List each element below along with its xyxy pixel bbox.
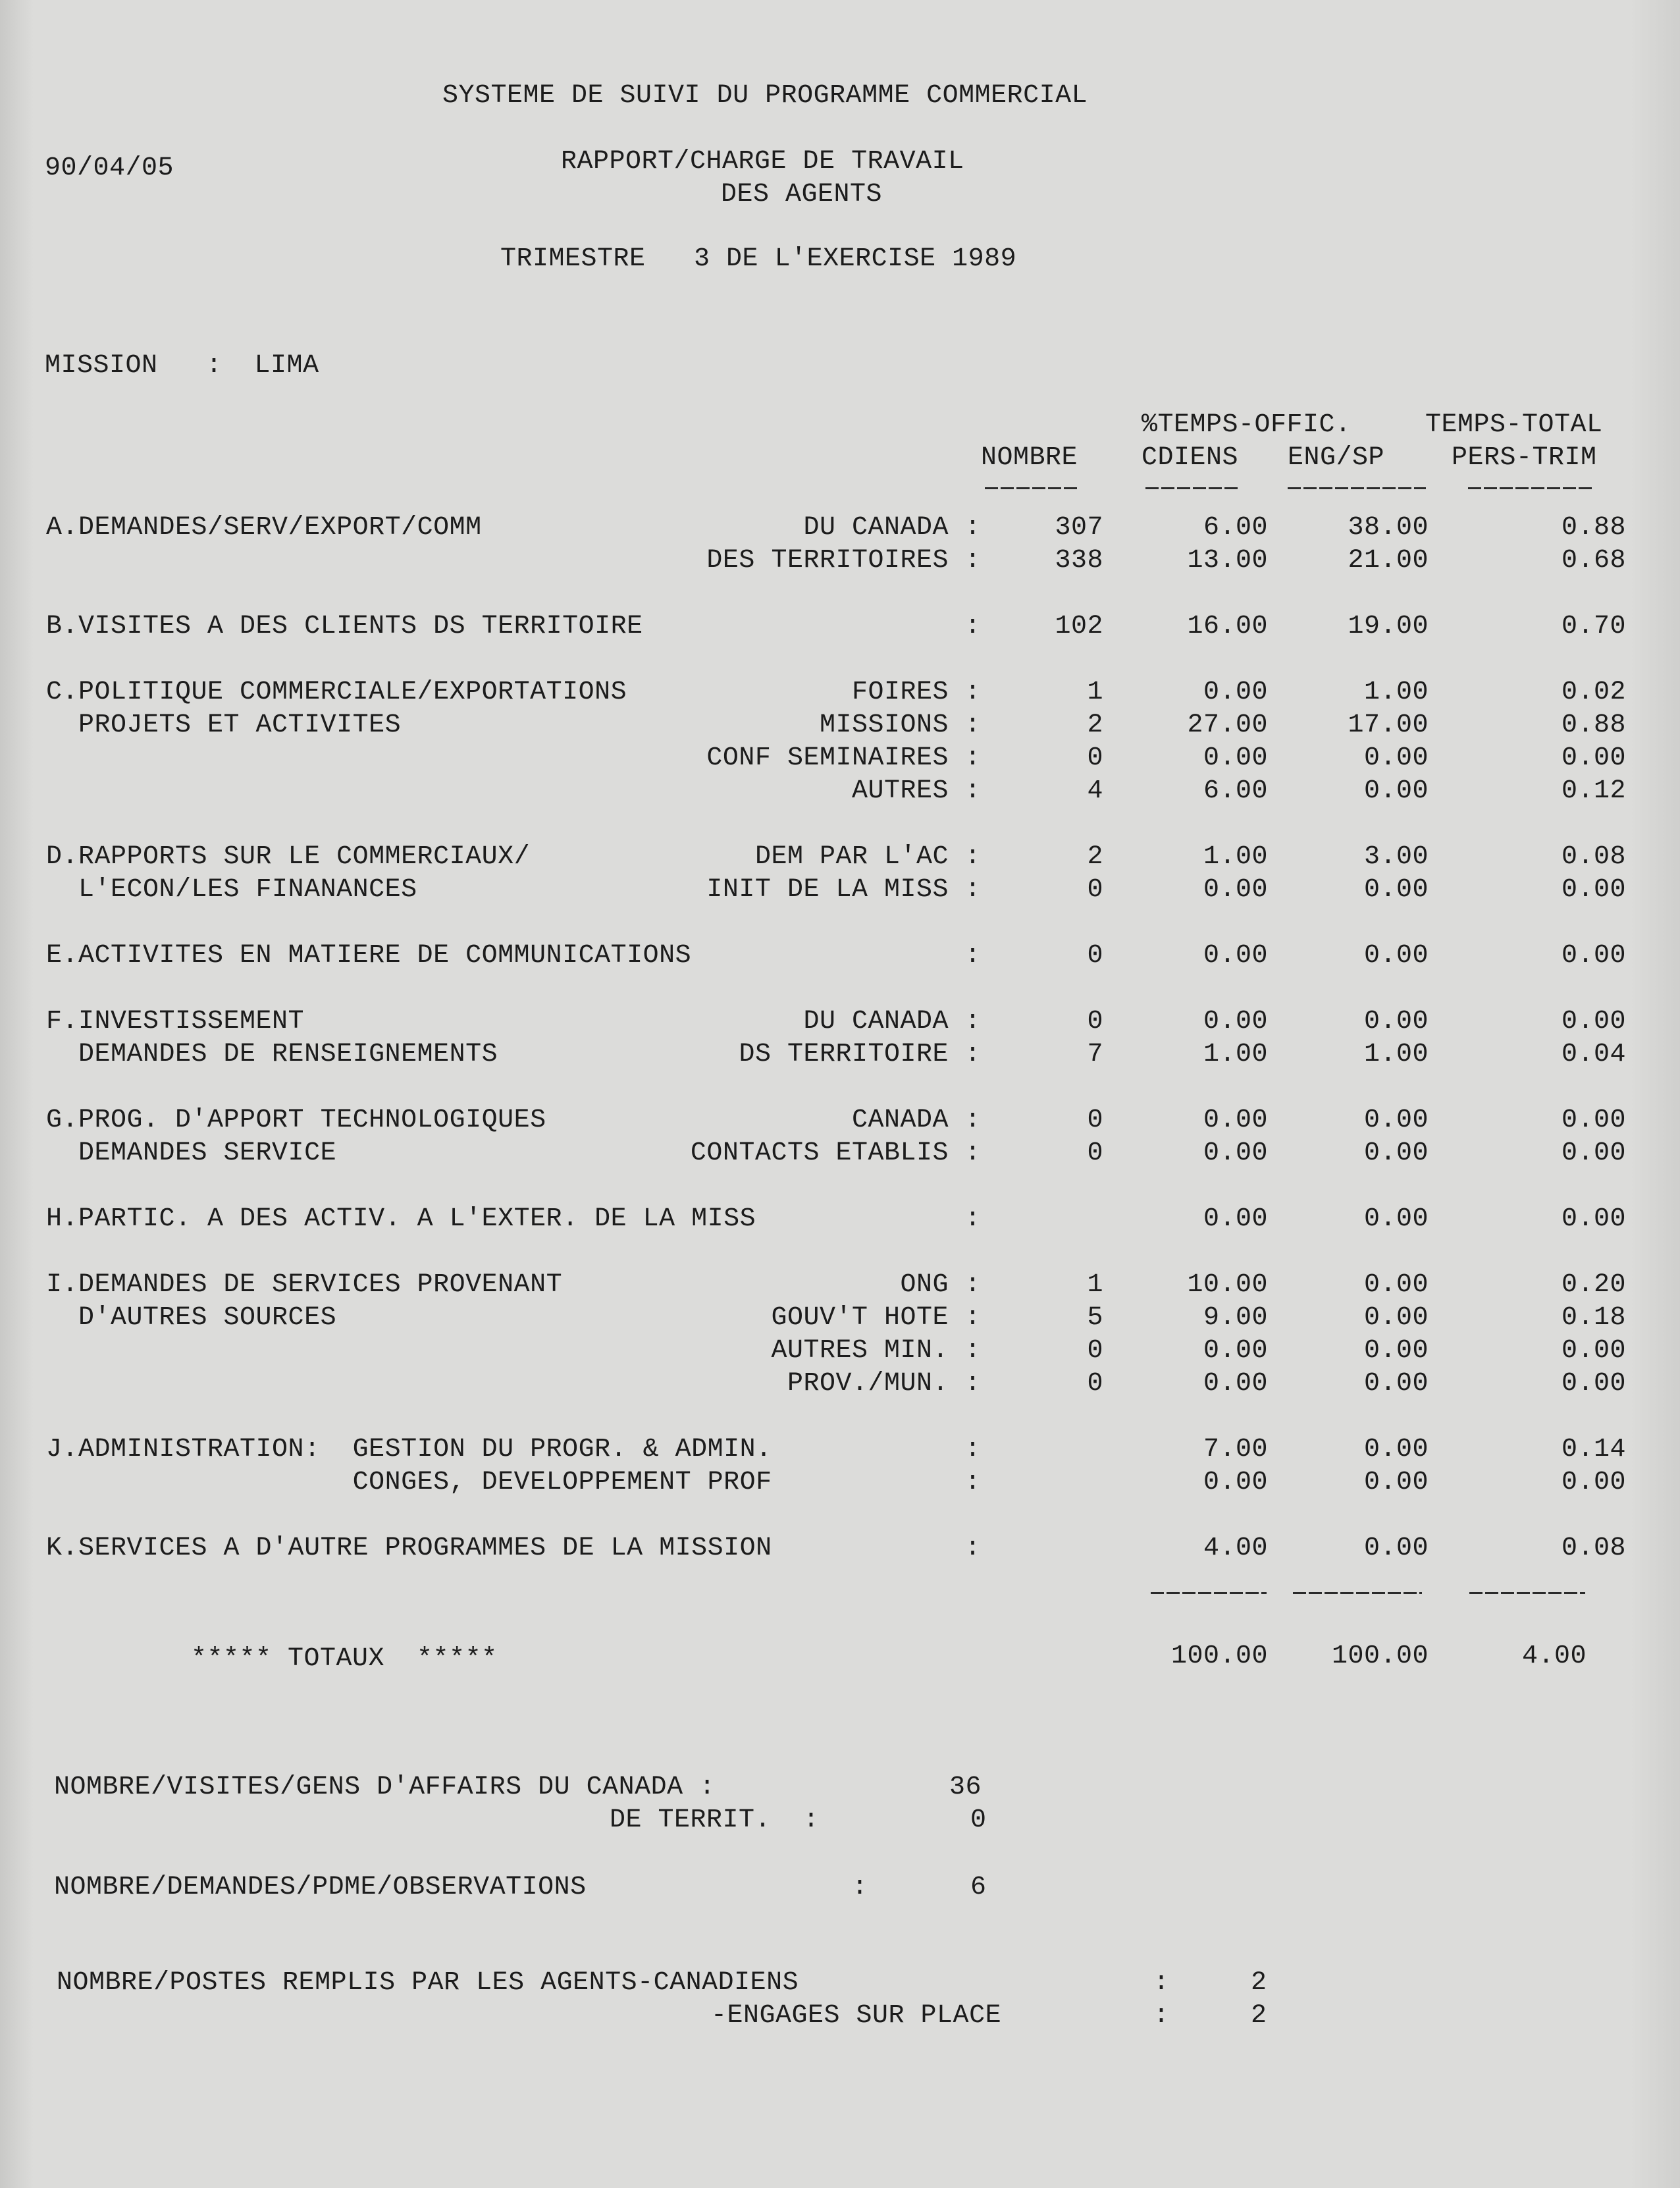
cell-eng-sp: 0.00 <box>1363 1435 1429 1464</box>
cell-eng-sp: 0.00 <box>1363 1007 1429 1036</box>
row-sub-label: AUTRES : <box>851 776 981 806</box>
report-title-line-1: RAPPORT/CHARGE DE TRAVAIL <box>561 147 964 176</box>
cell-cdiens: 0.00 <box>1203 941 1268 971</box>
demandes-colon: : <box>852 1873 868 1902</box>
cell-pers-trim: 0.08 <box>1561 842 1626 872</box>
row-label: CONGES, DEVELOPPEMENT PROF <box>46 1468 772 1497</box>
cell-cdiens: 0.00 <box>1203 1204 1268 1234</box>
cell-pers-trim: 0.18 <box>1561 1303 1626 1333</box>
cell-nombre: 2 <box>1087 842 1103 872</box>
col-header-cdiens: CDIENS <box>1142 443 1239 473</box>
cell-nombre: 1 <box>1087 1270 1103 1300</box>
row-label: D.RAPPORTS SUR LE COMMERCIAUX/ <box>46 842 531 872</box>
cell-nombre: 0 <box>1087 1007 1103 1036</box>
cell-eng-sp: 0.00 <box>1363 743 1429 773</box>
underline-nombre <box>985 487 1077 489</box>
cell-eng-sp: 21.00 <box>1348 546 1429 575</box>
row-label: E.ACTIVITES EN MATIERE DE COMMUNICATIONS <box>46 941 692 971</box>
cell-nombre: 2 <box>1087 710 1103 740</box>
totals-eng-sp: 100.00 <box>1331 1641 1429 1671</box>
report-date: 90/04/05 <box>45 153 174 183</box>
cell-nombre: 338 <box>1055 546 1103 575</box>
totals-underline-pers-trim <box>1469 1592 1585 1594</box>
row-sub-label: MISSIONS : <box>819 710 981 740</box>
cell-eng-sp: 0.00 <box>1363 1106 1429 1135</box>
cell-pers-trim: 0.12 <box>1561 776 1626 806</box>
cell-eng-sp: 0.00 <box>1363 1468 1429 1497</box>
cell-nombre: 1 <box>1087 678 1103 707</box>
cell-eng-sp: 0.00 <box>1363 1336 1429 1366</box>
cell-pers-trim: 0.00 <box>1561 1468 1626 1497</box>
cell-eng-sp: 0.00 <box>1363 1534 1429 1563</box>
row-sub-label: PROV./MUN. : <box>787 1369 981 1399</box>
row-sub-label: : <box>964 1534 981 1563</box>
cell-pers-trim: 0.00 <box>1561 1204 1626 1234</box>
row-sub-label: DES TERRITOIRES : <box>706 546 981 575</box>
row-sub-label: DU CANADA : <box>803 513 981 543</box>
row-sub-label: FOIRES : <box>851 678 981 707</box>
cell-eng-sp: 0.00 <box>1363 875 1429 905</box>
postes-engages-value: 2 <box>1251 2001 1267 2031</box>
totals-cdiens: 100.00 <box>1170 1641 1268 1671</box>
row-label: J.ADMINISTRATION: GESTION DU PROGR. & ADMIN. <box>46 1435 772 1464</box>
totals-underline-cdiens <box>1151 1592 1267 1594</box>
cell-pers-trim: 0.04 <box>1561 1040 1626 1069</box>
row-sub-label: CONTACTS ETABLIS : <box>690 1138 981 1168</box>
postes-canadiens-value: 2 <box>1251 1968 1267 1998</box>
cell-cdiens: 0.00 <box>1203 1138 1268 1168</box>
row-label: H.PARTIC. A DES ACTIV. A L'EXTER. DE LA MISS <box>46 1204 756 1234</box>
cell-pers-trim: 0.02 <box>1561 678 1626 707</box>
cell-pers-trim: 0.00 <box>1561 1336 1626 1366</box>
row-label: PROJETS ET ACTIVITES <box>46 710 402 740</box>
cell-cdiens: 0.00 <box>1203 1106 1268 1135</box>
cell-nombre: 7 <box>1087 1040 1103 1069</box>
row-label: L'ECON/LES FINANANCES <box>46 875 417 905</box>
cell-pers-trim: 0.70 <box>1561 612 1626 641</box>
cell-nombre: 307 <box>1055 513 1103 543</box>
cell-cdiens: 0.00 <box>1203 875 1268 905</box>
col-header-nombre: NOMBRE <box>981 443 1078 473</box>
row-sub-label: ONG : <box>900 1270 981 1300</box>
engages-label: -ENGAGES SUR PLACE <box>711 2001 1002 2031</box>
col-header-pers-trim: PERS-TRIM <box>1452 443 1597 473</box>
cell-eng-sp: 17.00 <box>1348 710 1429 740</box>
cell-eng-sp: 0.00 <box>1363 941 1429 971</box>
row-sub-label: INIT DE LA MISS : <box>706 875 981 905</box>
cell-eng-sp: 0.00 <box>1363 1138 1429 1168</box>
cell-cdiens: 9.00 <box>1203 1303 1268 1333</box>
cell-nombre: 0 <box>1087 941 1103 971</box>
cell-nombre: 0 <box>1087 1138 1103 1168</box>
row-sub-label: GOUV'T HOTE : <box>771 1303 981 1333</box>
cell-nombre: 5 <box>1087 1303 1103 1333</box>
cell-eng-sp: 0.00 <box>1363 1270 1429 1300</box>
cell-cdiens: 16.00 <box>1187 612 1268 641</box>
row-label: C.POLITIQUE COMMERCIALE/EXPORTATIONS <box>46 678 627 707</box>
cell-pers-trim: 0.88 <box>1561 513 1626 543</box>
cell-cdiens: 0.00 <box>1203 1007 1268 1036</box>
row-sub-label: CANADA : <box>851 1106 981 1135</box>
row-label: K.SERVICES A D'AUTRE PROGRAMMES DE LA MISSION <box>46 1534 772 1563</box>
underline-cdiens <box>1145 487 1238 489</box>
system-title: SYSTEME DE SUIVI DU PROGRAMME COMMERCIAL <box>442 81 1088 111</box>
cell-cdiens: 10.00 <box>1187 1270 1268 1300</box>
cell-pers-trim: 0.00 <box>1561 1007 1626 1036</box>
cell-cdiens: 6.00 <box>1203 513 1268 543</box>
row-label: I.DEMANDES DE SERVICES PROVENANT <box>46 1270 563 1300</box>
report-period: TRIMESTRE 3 DE L'EXERCISE 1989 <box>500 244 1017 274</box>
demandes-value: 6 <box>970 1873 987 1902</box>
territ-label: DE TERRIT. : <box>610 1805 820 1835</box>
cell-eng-sp: 0.00 <box>1363 1303 1429 1333</box>
cell-pers-trim: 0.00 <box>1561 1106 1626 1135</box>
cell-cdiens: 4.00 <box>1203 1534 1268 1563</box>
row-label: A.DEMANDES/SERV/EXPORT/COMM <box>46 513 482 543</box>
cell-nombre: 0 <box>1087 743 1103 773</box>
visites-label: NOMBRE/VISITES/GENS D'AFFAIRS DU CANADA : <box>54 1773 716 1802</box>
cell-eng-sp: 1.00 <box>1363 1040 1429 1069</box>
cell-pers-trim: 0.20 <box>1561 1270 1626 1300</box>
totals-pers-trim: 4.00 <box>1521 1641 1587 1671</box>
cell-pers-trim: 0.00 <box>1561 941 1626 971</box>
cell-nombre: 0 <box>1087 875 1103 905</box>
cell-nombre: 102 <box>1055 612 1103 641</box>
cell-eng-sp: 0.00 <box>1363 776 1429 806</box>
visites-canada-value: 36 <box>949 1773 982 1802</box>
cell-pers-trim: 0.14 <box>1561 1435 1626 1464</box>
cell-pers-trim: 0.00 <box>1561 743 1626 773</box>
cell-cdiens: 7.00 <box>1203 1435 1268 1464</box>
report-title-line-2: DES AGENTS <box>721 180 883 209</box>
cell-pers-trim: 0.88 <box>1561 710 1626 740</box>
postes-label: NOMBRE/POSTES REMPLIS PAR LES AGENTS-CANADIENS <box>57 1968 799 1998</box>
cell-nombre: 0 <box>1087 1106 1103 1135</box>
col-header-temps-total: TEMPS-TOTAL <box>1425 410 1603 440</box>
cell-eng-sp: 0.00 <box>1363 1204 1429 1234</box>
mission-label: MISSION : LIMA <box>45 351 319 381</box>
cell-cdiens: 0.00 <box>1203 678 1268 707</box>
cell-pers-trim: 0.00 <box>1561 875 1626 905</box>
cell-eng-sp: 1.00 <box>1363 678 1429 707</box>
row-label: B.VISITES A DES CLIENTS DS TERRITOIRE <box>46 612 643 641</box>
cell-cdiens: 6.00 <box>1203 776 1268 806</box>
cell-cdiens: 1.00 <box>1203 842 1268 872</box>
totals-underline-eng-sp <box>1293 1592 1422 1594</box>
cell-eng-sp: 38.00 <box>1348 513 1429 543</box>
postes-colon: : <box>1153 1968 1170 1998</box>
row-label: G.PROG. D'APPORT TECHNOLOGIQUES <box>46 1106 546 1135</box>
cell-pers-trim: 0.00 <box>1561 1369 1626 1399</box>
row-label: D'AUTRES SOURCES <box>46 1303 337 1333</box>
cell-cdiens: 0.00 <box>1203 1468 1268 1497</box>
totals-label: ***** TOTAUX ***** <box>191 1644 498 1674</box>
row-sub-label: : <box>964 612 981 641</box>
cell-cdiens: 27.00 <box>1187 710 1268 740</box>
col-header-eng-sp: ENG/SP <box>1288 443 1385 473</box>
row-sub-label: DEM PAR L'AC : <box>754 842 981 872</box>
row-sub-label: : <box>964 1468 981 1497</box>
cell-cdiens: 0.00 <box>1203 743 1268 773</box>
cell-pers-trim: 0.08 <box>1561 1534 1626 1563</box>
row-sub-label: AUTRES MIN. : <box>771 1336 981 1366</box>
row-label: F.INVESTISSEMENT <box>46 1007 305 1036</box>
row-label: DEMANDES SERVICE <box>46 1138 337 1168</box>
cell-eng-sp: 19.00 <box>1348 612 1429 641</box>
row-label: DEMANDES DE RENSEIGNEMENTS <box>46 1040 498 1069</box>
demandes-label: NOMBRE/DEMANDES/PDME/OBSERVATIONS <box>54 1873 587 1902</box>
cell-cdiens: 0.00 <box>1203 1369 1268 1399</box>
row-sub-label: CONF SEMINAIRES : <box>706 743 981 773</box>
cell-cdiens: 1.00 <box>1203 1040 1268 1069</box>
cell-cdiens: 13.00 <box>1187 546 1268 575</box>
underline-eng-sp <box>1288 487 1426 489</box>
underline-pers-trim <box>1468 487 1593 489</box>
row-sub-label: : <box>964 941 981 971</box>
cell-pers-trim: 0.00 <box>1561 1138 1626 1168</box>
cell-eng-sp: 0.00 <box>1363 1369 1429 1399</box>
row-sub-label: : <box>964 1204 981 1234</box>
cell-eng-sp: 3.00 <box>1363 842 1429 872</box>
cell-pers-trim: 0.68 <box>1561 546 1626 575</box>
cell-cdiens: 0.00 <box>1203 1336 1268 1366</box>
cell-nombre: 0 <box>1087 1336 1103 1366</box>
row-sub-label: : <box>964 1435 981 1464</box>
visites-territ-value: 0 <box>970 1805 987 1835</box>
row-sub-label: DU CANADA : <box>803 1007 981 1036</box>
engages-colon: : <box>1153 2001 1170 2031</box>
col-header-pct-temps: %TEMPS-OFFIC. <box>1142 410 1352 440</box>
row-sub-label: DS TERRITOIRE : <box>739 1040 981 1069</box>
cell-nombre: 4 <box>1087 776 1103 806</box>
cell-nombre: 0 <box>1087 1369 1103 1399</box>
